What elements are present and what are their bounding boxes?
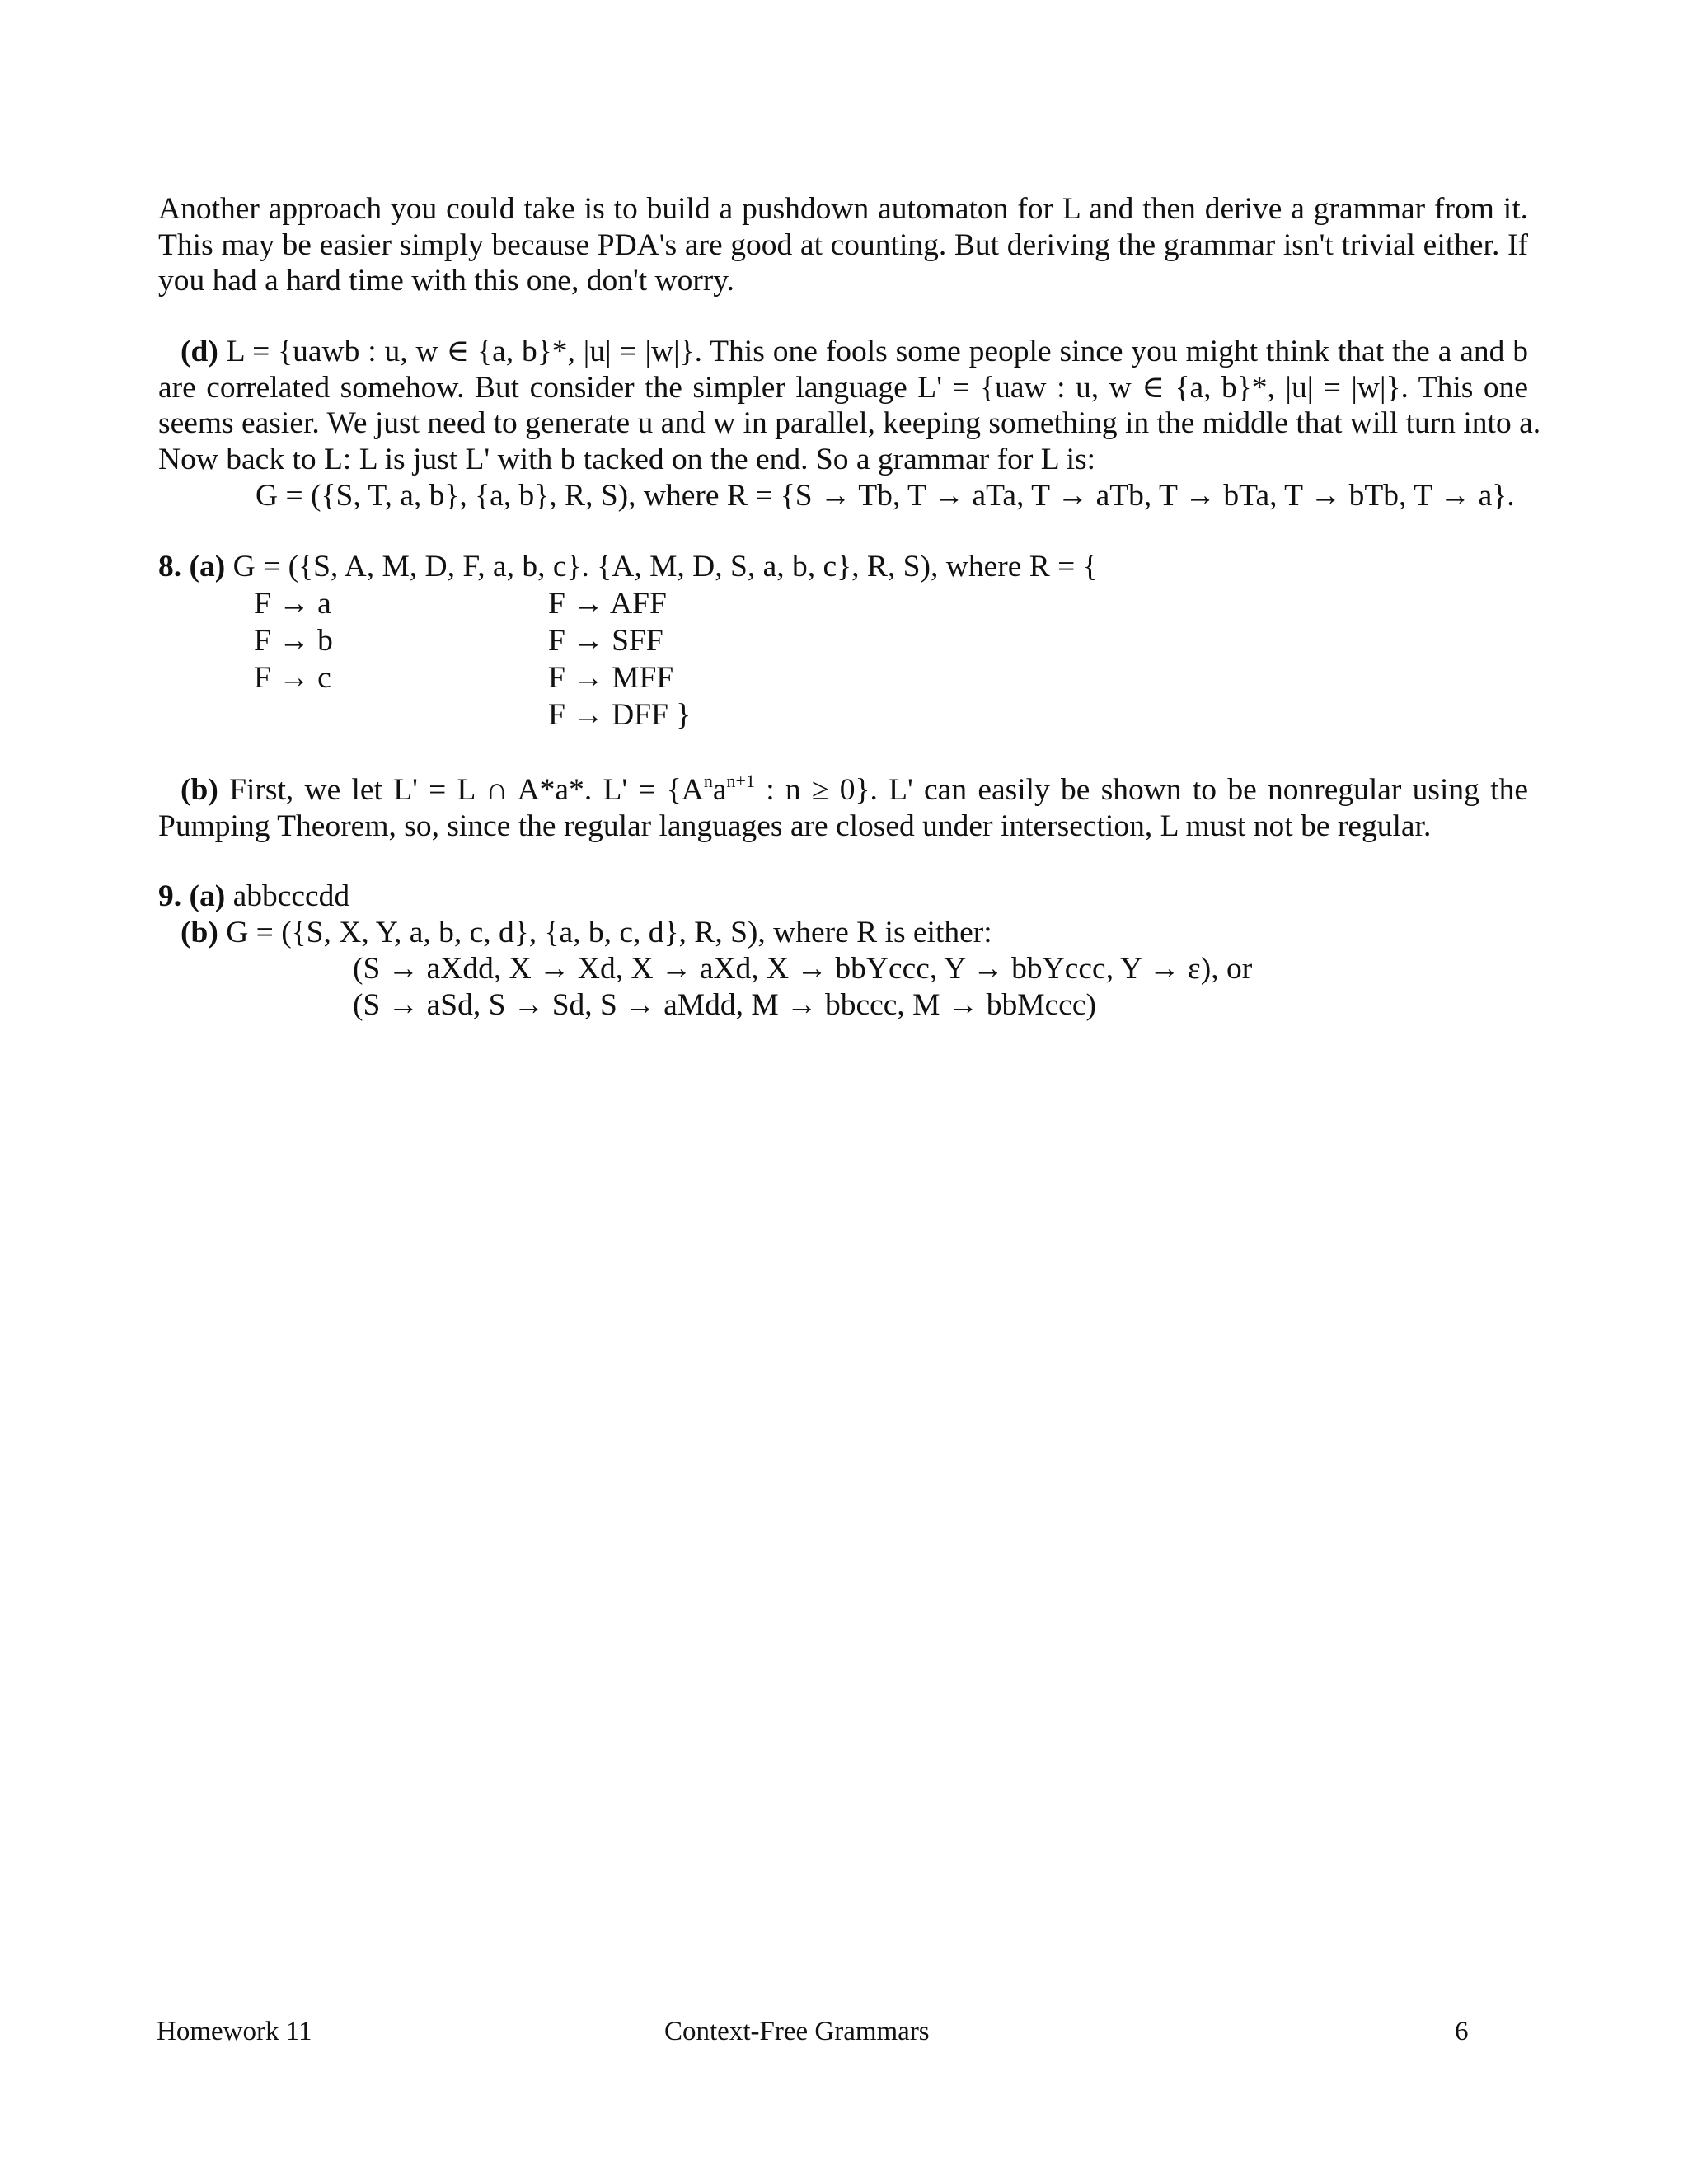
paragraph-pda-approach: [158, 191, 1528, 299]
grammar-alternative-1: (S → aXdd, X → Xd, X → aXd, X → bbYccc, Y → bbYccc, Y → ε), or: [353, 952, 1253, 986]
text-span: : n ≥ 0}. L' can easily be shown to be nonregular using the: [754, 773, 1528, 807]
text-line: This may be easier simply because PDA's are good at counting. But deriving the grammar isn't trivial either. If: [158, 227, 1528, 262]
text-span: G = ({S, A, M, D, F, a, b, c}. {A, M, D, S, a, b, c}, R, S), where R = {: [225, 550, 1098, 583]
question-label: 8. (a): [158, 550, 226, 583]
text-line: [158, 549, 1528, 585]
rule-right-2: F → SFF: [548, 624, 663, 658]
question-9: [158, 879, 1528, 950]
question-8a-heading: [158, 549, 1528, 585]
superscript: n+1: [726, 770, 755, 791]
text-line: [158, 334, 1528, 370]
text-span: First, we let L' = L ∩ A*a*. L' = {A: [218, 773, 704, 807]
text-line: [158, 772, 1528, 808]
text-line: you had a hard time with this one, don't worry.: [158, 264, 734, 298]
text-span: abbcccdd: [225, 879, 350, 913]
text-line: [158, 879, 1528, 915]
text-span: G = ({S, X, Y, a, b, c, d}, {a, b, c, d}, R, S), where R is either:: [218, 915, 992, 949]
paragraph-part-d: [158, 334, 1541, 477]
rule-right-3: F → MFF: [548, 661, 674, 695]
text-line: [158, 915, 1528, 951]
rule-right-1: F → AFF: [548, 587, 667, 621]
grammar-definition-d: G = ({S, T, a, b}, {a, b}, R, S), where R = {S → Tb, T → aTa, T → aTb, T → bTa, T → bTb, T → a}.: [256, 479, 1515, 513]
part-label: (b): [181, 773, 218, 807]
rule-left-3: F → c: [254, 661, 331, 695]
text-line: seems easier. We just need to generate u and w in parallel, keeping something in the middle that will turn into a.: [158, 406, 1541, 440]
footer-page-number: 6: [1455, 2017, 1469, 2046]
text-line: Another approach you could take is to build a pushdown automaton for L and then derive a grammar from it.: [158, 192, 1528, 226]
grammar-alternative-2: (S → aSd, S → Sd, S → aMdd, M → bbccc, M → bbMccc): [353, 988, 1097, 1022]
text-span: L = {uawb : u, w ∈ {a, b}*, |u| = |w|}. This one fools some people since you might think that the a and b: [218, 335, 1528, 368]
text-line: Now back to L: L is just L' with b tacked on the end. So a grammar for L is:: [158, 442, 1096, 476]
text-span: a: [712, 773, 727, 807]
superscript: n: [703, 770, 713, 791]
rule-left-1: F → a: [254, 587, 331, 621]
part-label: (b): [181, 915, 218, 949]
question-label: 9. (a): [158, 879, 226, 913]
footer-center: Context-Free Grammars: [664, 2017, 930, 2046]
part-label: (d): [181, 335, 218, 368]
rule-right-4: F → DFF }: [548, 698, 692, 732]
text-line: are correlated somehow. But consider the simpler language L' = {uaw : u, w ∈ {a, b}*, |u| = |w|}. This one: [158, 370, 1528, 405]
rule-left-2: F → b: [254, 624, 333, 658]
footer-left: Homework 11: [157, 2017, 312, 2046]
text-line: Pumping Theorem, so, since the regular languages are closed under intersection, L must not be regular.: [158, 808, 1432, 843]
paragraph-8b: [158, 772, 1528, 844]
